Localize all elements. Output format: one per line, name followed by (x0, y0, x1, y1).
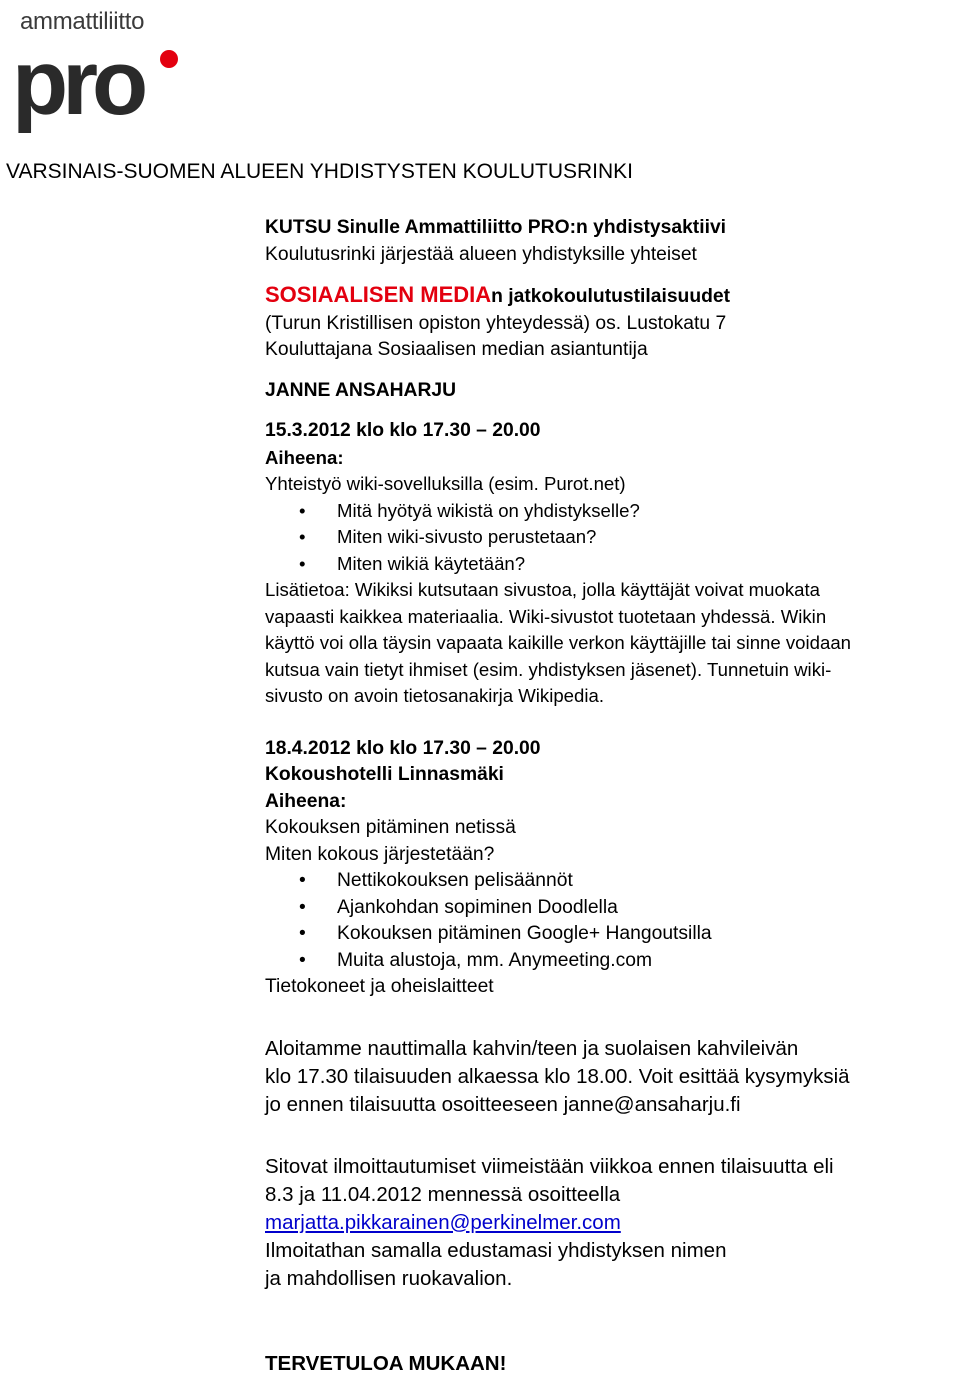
info-line: sivusto on avoin tietosanakirja Wikipedia. (265, 685, 604, 706)
logo-red-dot (160, 50, 178, 68)
registration-email-link[interactable]: marjatta.pikkarainen@perkinelmer.com (265, 1210, 621, 1234)
info-line: käyttö voi olla täysin vapaata kaikille verkon käyttäjille tai sinne voidaan (265, 632, 852, 653)
session1-bullet-list (265, 498, 960, 578)
session2-venue: Kokoushotelli Linnasmäki (265, 764, 504, 785)
ammattiliitto-pro-logo (8, 8, 178, 134)
registration-line-2: 8.3 ja 11.04.2012 mennessä osoitteella (265, 1182, 621, 1206)
document-body (265, 215, 960, 1377)
trainer-intro: Kouluttajana Sosiaalisen median asiantuntija (265, 339, 648, 360)
registration-line-1: Sitovat ilmoittautumiset viimeistään viikkoa ennen tilaisuutta eli (265, 1154, 834, 1178)
coffee-paragraph (265, 1035, 960, 1119)
welcome-text: TERVETULOA MUKAAN! (265, 1351, 507, 1375)
event-title-red: SOSIAALISEN MEDIA (265, 282, 492, 307)
invite-line-1: KUTSU Sinulle Ammattiliitto PRO:n yhdistysaktiivi (265, 217, 727, 238)
list-item: • Muita alustoja, mm. Anymeeting.com (265, 948, 960, 975)
session1-topics-label: Aiheena: (265, 446, 344, 468)
event-title (265, 282, 960, 311)
trainer-name: JANNE ANSAHARJU (265, 379, 457, 401)
list-item: • Nettikokouksen pelisäännöt (265, 868, 960, 895)
list-item: • Kokouksen pitäminen Google+ Hangoutsilla (265, 921, 960, 948)
session2-equipment: Tietokoneet ja oheislaitteet (265, 976, 494, 997)
registration-line-3: Ilmoitathan samalla edustamasi yhdistyksen nimen (265, 1238, 727, 1262)
session2-topic-2: Miten kokous järjestetään? (265, 843, 495, 865)
page-heading: VARSINAIS-SUOMEN ALUEEN YHDISTYSTEN KOULUTUSRINKI (6, 160, 634, 183)
session2-date: 18.4.2012 klo klo 17.30 – 20.00 (265, 737, 541, 759)
list-item: • Mitä hyötyä wikistä on yhdistykselle? (265, 498, 960, 525)
info-line: kutsua vain tietyt ihmiset (esim. yhdistyksen jäsenet). Tunnetuin wiki- (265, 658, 832, 680)
coffee-line: Aloitamme nauttimalla kahvin/teen ja suolaisen kahvileivän (265, 1036, 799, 1060)
coffee-line: klo 17.30 tilaisuuden alkaessa klo 18.00. Voit esittää kysymyksiä (265, 1064, 850, 1088)
list-item: • Miten wiki-sivusto perustetaan? (265, 524, 960, 551)
session1-info (265, 577, 960, 710)
list-item: • Miten wikiä käytetään? (265, 551, 960, 578)
registration-line-4: ja mahdollisen ruokavalion. (265, 1266, 513, 1290)
info-line: vapaasti kaikkea materiaalia. Wiki-sivustot tuotetaan yhdessä. Wikin (265, 605, 827, 627)
event-place: (Turun Kristillisen opiston yhteydessä) os. Lustokatu 7 (265, 312, 727, 334)
session2-topics-label: Aiheena: (265, 790, 347, 812)
session1-topic: Yhteistyö wiki-sovelluksilla (esim. Purot.net) (265, 473, 626, 494)
session2-topic-1: Kokouksen pitäminen netissä (265, 817, 516, 838)
invite-line-2: Koulutusrinki järjestää alueen yhdistyksille yhteiset (265, 243, 697, 265)
session2-bullet-list (265, 868, 960, 974)
registration-paragraph (265, 1153, 960, 1293)
list-item: • Ajankohdan sopiminen Doodlella (265, 895, 960, 922)
coffee-line: jo ennen tilaisuutta osoitteeseen janne@ansaharju.fi (265, 1092, 741, 1116)
logo-top-text: ammattiliitto (20, 8, 145, 35)
session1-date: 15.3.2012 klo klo 17.30 – 20.00 (265, 420, 541, 441)
logo-main-text: pro (12, 32, 143, 134)
event-title-rest: n jatkokoulutustilaisuudet (491, 286, 731, 307)
info-line: Lisätietoa: Wikiksi kutsutaan sivustoa, jolla käyttäjät voivat muokata (265, 579, 820, 600)
